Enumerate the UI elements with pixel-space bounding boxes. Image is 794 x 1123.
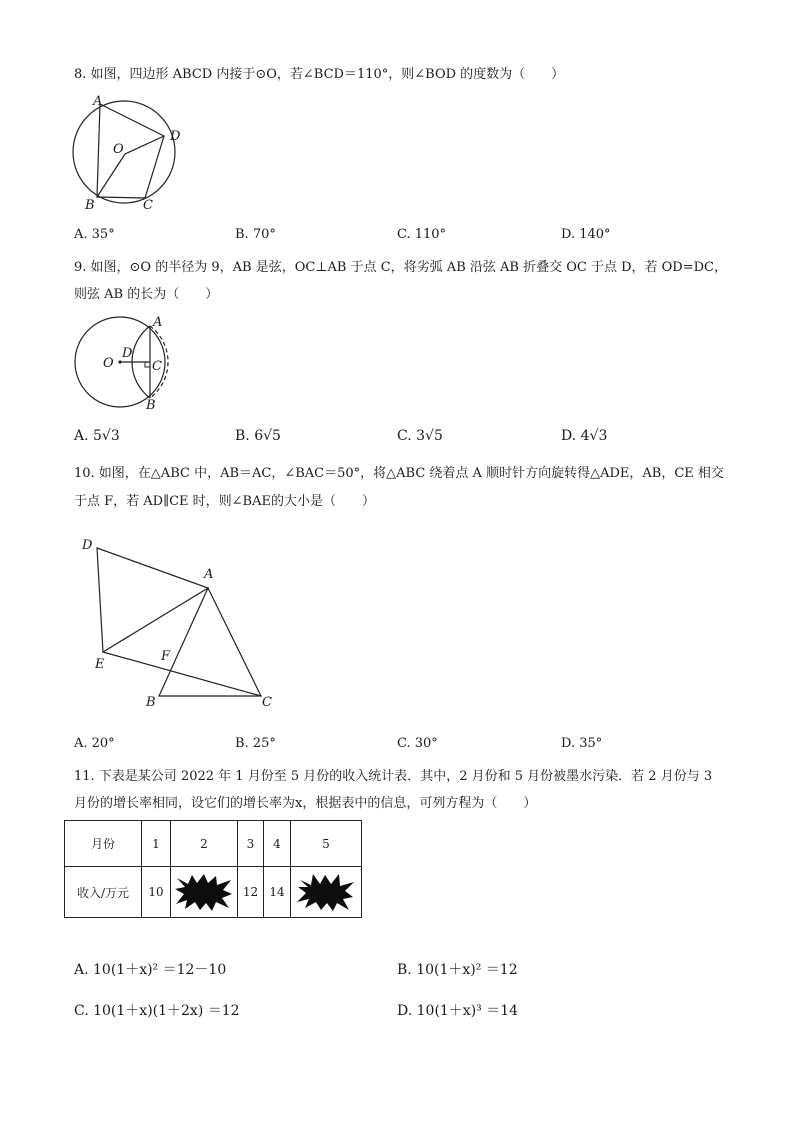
q9-label-d: D <box>122 346 133 361</box>
income-table <box>64 820 362 918</box>
q9-label-o: O <box>103 356 114 371</box>
table-cell: 月份 <box>65 821 142 867</box>
table-cell: 4 <box>264 821 291 867</box>
q10-option-a: A. 20° <box>74 736 115 751</box>
q10-label-d: D <box>82 538 93 553</box>
q8-option-b: B. 70° <box>235 227 276 242</box>
q11-option-b: B. 10(1＋x)² ＝12 <box>397 962 518 978</box>
q8-stem: 8. 如图，四边形 ABCD 内接于⊙O，若∠BCD＝110°，则∠BOD 的度数为（ ） <box>74 67 565 82</box>
q8-label-c: C <box>143 198 153 213</box>
q8-label-o: O <box>113 142 124 157</box>
table-cell: 收入/万元 <box>65 867 142 918</box>
ink-blot-icon <box>175 872 233 912</box>
q11-stem-line1: 11. 下表是某公司 2022 年 1 月份至 5 月份的收入统计表．其中，2 月份和 5 月份被墨水污染．若 2 月份与 3 <box>74 769 713 784</box>
q9-figure <box>66 312 176 414</box>
q10-label-a: A <box>204 567 214 582</box>
q10-stem-line2: 于点 F，若 AD∥CE 时，则∠BAE的大小是（ ） <box>74 494 375 509</box>
table-cell: 2 <box>171 821 238 867</box>
q10-label-f: F <box>161 649 171 664</box>
q10-label-c: C <box>262 695 272 710</box>
q9-option-c: C. 3√5 <box>397 428 443 444</box>
q9-option-a: A. 5√3 <box>74 428 120 444</box>
table-cell: 10 <box>142 867 171 918</box>
q10-stem-line1: 10. 如图，在△ABC 中，AB＝AC，∠BAC＝50°，将△ABC 绕着点 A 顺时针方向旋转得△ADE，AB，CE 相交 <box>74 466 724 481</box>
q10-option-c: C. 30° <box>397 736 438 751</box>
q10-option-b: B. 25° <box>235 736 276 751</box>
q8-label-a: A <box>93 94 103 109</box>
q11-option-d: D. 10(1＋x)³ ＝14 <box>397 1003 519 1019</box>
table-cell: 5 <box>291 821 362 867</box>
table-cell: 3 <box>238 821 264 867</box>
ink-blot-icon <box>297 872 355 912</box>
q8-label-b: B <box>85 198 95 213</box>
q11-option-a: A. 10(1＋x)² ＝12－10 <box>74 962 227 978</box>
ink-blot-cell <box>171 867 238 918</box>
q9-stem-line2: 则弦 AB 的长为（ ） <box>74 287 219 302</box>
q10-label-e: E <box>95 657 105 672</box>
table-cell: 14 <box>264 867 291 918</box>
q8-figure <box>66 92 196 214</box>
q9-label-c: C <box>152 359 162 374</box>
q9-label-b: B <box>146 398 156 413</box>
q11-stem-line2: 月份的增长率相同，设它们的增长率为x，根据表中的信息，可列方程为（ ） <box>74 796 537 811</box>
table-cell: 1 <box>142 821 171 867</box>
q8-label-d: D <box>170 129 181 144</box>
q9-label-a: A <box>153 315 163 330</box>
table-header-row <box>65 821 362 867</box>
q9-option-b: B. 6√5 <box>235 428 281 444</box>
ink-blot-cell <box>291 867 362 918</box>
q9-option-d: D. 4√3 <box>561 428 608 444</box>
q8-option-d: D. 140° <box>561 227 611 242</box>
q10-option-d: D. 35° <box>561 736 603 751</box>
q9-stem-line1: 9. 如图，⊙O 的半径为 9，AB 是弦，OC⊥AB 于点 C，将劣弧 AB 沿弦 AB 折叠交 OC 于点 D，若 OD=DC， <box>74 260 727 275</box>
q10-figure <box>76 532 286 714</box>
q8-option-c: C. 110° <box>397 227 447 242</box>
q11-option-c: C. 10(1＋x)(1＋2x) ＝12 <box>74 1003 240 1019</box>
q10-label-b: B <box>146 695 156 710</box>
table-cell: 12 <box>238 867 264 918</box>
table-row <box>65 867 362 918</box>
q8-option-a: A. 35° <box>74 227 115 242</box>
